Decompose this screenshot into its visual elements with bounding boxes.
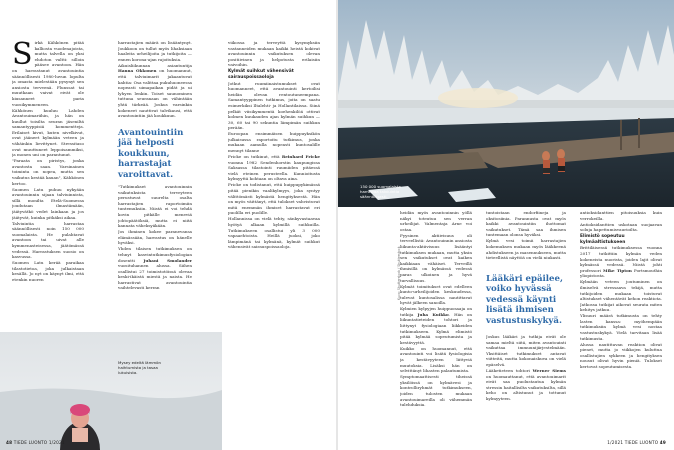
paragraph: Kylmään veteen joutuminen on ilmiselvä stressaava tekijä, mutta tutkijoiden mukaan toistuvat altistukset vähentävät kehon reaktiota. Jatkossa tutkijat aikovat seurata miten kehitys jatkuu. [580,279,662,313]
magazine-name: TIEDE LUONTO [13,440,48,445]
section-subheading: Kylmät suihkut vähensivät sairauspoissaoloja [228,68,294,80]
left-col-1 [12,40,84,330]
lead-text: irkä Kähkönen pitää kalliosta vuodenajoista, mutta talvella on yksi ehdoton valtti: silloin pääsee avantoon. Hän on harrastanut avantouintia säännöllisesti 1980-luvun lopulta ja omasta mielestään pysynyt sen ansiosta terveenä. Flunssat tai muutkaan vaivat eivät ole kiusanneet paria vuosikymmeneen. [12,40,84,107]
pull-quote: Avantouintiin jää helposti koukkuun, harrastajat varoittavat. [118,128,184,180]
paragraph: Talviuintia harrastaa säännöllisesti noin 150 000 suomalaista. He pulahtavat avantoon tai uivat alle kymmenasteisessa, jäätömässä vedessä. Harrastuksen suosio on kasvussa. [12,220,84,260]
right-col-2-bottom [486,334,566,438]
paragraph [400,306,472,345]
text-span: Yhden tilaisen tutkimuksen on tehnyt kasvintutkimusfysiologian dosentti [118,246,192,263]
paragraph: tuntoistaan endorfiineja ja oksitosiinia. Parannusta ovat myös kaikki avantouintiin ihottomat vaikutukset. Tämä saa ihmisen tuntemaan olonsa hyväksi. [486,210,566,238]
paragraph: Jos ihminen kokee paranevansa elämässään, harrastus on hänelle hyväksi. [118,229,192,246]
paragraph: Hollannissa on vielä tehty, sänkyvastaavaa hyötyä alkaan kylmillä suihkuilla. Tutkimukseen osallistui yli 3 000 vapaaehtoista. Heillä juoksi, joko lämpimänä tai kylmänä, kylmät suihkut vähensivät sairauspoissaoloja. [228,216,320,250]
paragraph [118,63,192,119]
paragraph: Fyysinen aktiivisuus oli terveellistä: Avantouinnin ansiosta liikunta-aktiivisuus lisääntyi tutkimuksen mukaan, mutta yksin sen vaikutukset ovat kaiken kaikkiaan vähäiset. Terveillä ihmisillä on kylmässä vedessä paras ulkoinen ja hyvä turvallisuus. [400,232,472,283]
person-name: Juha Kuikko [417,311,449,317]
paragraph: heidän myös avantouinnin yöllä näkyi toteutuu sen verran urheilijat. Valmentaja Arne voi ostaa. [400,210,472,232]
left-folio [6,440,65,445]
text-span: vuosituhannen alussa. Siihen osallistui 27 toimistotöissä olevaa keski-ikäistä miestä ja naista. He harrastivat avantouintia vaihtelevasti kerran [118,263,192,291]
paragraph: harrastajien määrä on lisääntynyt. Joukkoon on tullut myös lihaksiaan haaleita urheilijoita ja tutkijoita — ennen korona-ajan rajoituksia. [118,40,192,62]
left-page [0,0,336,450]
person-name: Hanna Okkonen [118,68,157,74]
text-span: on huomannut, että talviuimarit jakaantuvat kahtia: Osa valittaa pukuhuoneessa nopeasti uimapaikan pidät ja ui lyhyen lenkin. Toiset saunominen tuttuna seuranaan on vähintään yhtä tärkeää. Joskus varsinkin kokeneet nauttivat talvikausi, että avantouintiin jää koukkuun. [118,68,192,119]
right-col-1 [400,210,472,438]
lake-photo [338,0,674,207]
left-col-3 [228,40,320,435]
paragraph: Kylmät toimitukset ovat edelleen kunto-urheilijoiden keskuudessa, tulevat kuntosalissa nautittavat hyvät jälkeen sanoilla. [400,283,472,306]
drop-cap: S [12,40,33,72]
right-col-3 [580,210,662,438]
paragraph: Kylmä vesi toimii harrastajien kokemuksen mukaan myös lääkkeenä ahdistukseen ja masennukseen, mutta tieteellistä näyttöä on vielä niukasti. [486,238,566,261]
right-folio [607,440,666,445]
lake-photo-image [338,0,674,207]
paragraph: viikossa ja terveyttä kysymyksiin vastanneiden mukaan kaikki heistä kokivat avantouinnin vaikutuksen olevan positiivinen ja helpotusta erilaisiin vaivoihin. [228,40,320,68]
issue-number: 1/2021 [48,440,65,445]
person-name: Reinhard Fricke [281,154,320,160]
paragraph: Suomen Latu kerää paraikaa tilastotietoa, joka julkaistaan kesällä. Jo nyt on käynyt ilmi, että etenkin nuoren [12,260,84,282]
left-col-2-bottom [118,184,192,332]
left-col-2-top [118,40,192,140]
paragraph: Kuikko on huomannut, että avantouinti voi lisätä fysiologisia ja kestävyyteen liittyviä muutoksia. Lisäksi hän on selvittänyt lihasten palautumista. [400,345,472,374]
lake-photo-caption: 150 000 suomalaista harrastaa talviuintia säännöllisesti. [360,184,401,199]
paragraph: Ylisuuri määrä tutkimusta on tehty lasten kanssa: myöhempään tutkimuksiin kylmä vesi nostaa vastustuskykyä. Vielä tarvitaan lisää tutkimusta. [580,313,662,341]
person-name: Mike Tipton [603,267,632,273]
swimmer-photo-image [0,332,222,450]
paragraph [486,368,566,402]
paragraph: "Paraata on piristys, jonka avantosta saan. Varsinainen toiminta on nopea, mutta sen vaikutus kestää kauan", Kähkönen kertoo. [12,158,84,186]
paragraph [118,246,192,291]
paragraph: Euroopan ensimmäisen huippuyksikön julkaisussa raportoitu tutkimus, jonka mukaan aamulla nopeasti kuntosalille mennyt tilanne [228,131,320,154]
paragraph: Symptomaattisesti tiheissä yksilöissä on kylmävesi ja kontrolliryhmät tutkimukseen, joiden tulosten mukaan avantouimareilla oli vähemmän tulehduksia. [400,374,472,408]
swimmer-photo [0,332,222,450]
photo-caption: Mysey edeltä lämmön haihtumista ja tasaa lukuisista. [118,360,161,375]
section-subheading: Elimistö sopeutuu kylmäaltistukseen [580,233,626,245]
person-name: Werner Siems [532,367,566,373]
text-span: Portsmouthin yliopistosta. [580,267,662,279]
paragraph [580,245,662,279]
paragraph: Antioksidanttien uskotaan suojaavan soluja hapettumisvaurioilta. [580,221,662,233]
text-span: Lääketieteen tohtori [486,367,533,373]
page-number: 48 [6,440,13,445]
text-span: . Hän on liikuntatieteiden tohtori ja liittynyt fysiologiaan liikkeiden tutkimukseen. Kylmä elimistö pitää kylmää sopeutumista ja kestävyyttä. [400,311,472,345]
paragraph [228,154,320,182]
text-span: Aikuisliikunnan asiantuntija [118,62,192,68]
page-number: 49 [659,440,666,445]
paragraph: Joskus lääkäri ja tutkija eivät ole samaa mieltä siitä, miten avantouinti vaikuttaa immuunijärjestelmään. Yksittäiset tutkimukset antavat viitteitä, mutta kokonaiskuva on vielä epäselvä. [486,334,566,367]
paragraph: Alussa nautittavan reaktion olivat pienet, mutta jo viikkojen kuluttua osallistujien sykkeen ja hengityksen nousut olivat hyvin pieniä. Tulokset kertovat sopeutumisesta. [580,341,662,369]
paragraph: "Tutkimukset avantouinnin vaikutuksista terveyteen perustuvat suurelta osalta harrastajien raportoimiin tuntemuksiin. Niistä ei voi tehdä kovin pitkälle meneviä johtopäätöksiä, mutta ei niitä kannata väheksyäkään. [118,184,192,229]
paragraph: Jotkut ruumiinaistumukset ovat huomanneet, että avantouinti kertoilisi heidän olevan rentoutuneempana. Samantyyppinen tutkimus, joita on saatu esimerkiksi Iltalehti- ja Hollantilaissa. Siinä pelkät viisikymmentä koehenkilöä ottivat kolmen kuukauden ajan kylmän suihkun — 30, 60 tai 90 sekuntia lämpimän suihkun perään. [228,80,320,131]
paragraph: Suomen Latu puhuu nykyään avantouinnin sijaan talviuinnista, sillä monilta Etelä-Suomessa joudutaan ilmastämään, jäätyvätkö vedet lainkaan ja jos jäätyvät, kuinka pitkäksi aikaa. [12,186,84,220]
paragraph: Fricke on todistanut, että huippupykimässä pitää pienikin vaalikylmyys, joka syntyy välittömästi kylmästä hengityksestä. Hän on myös väittänyt, että tulokset vahvistuvat mitä enemmän ihmiset harrastavat eri puolilla eri puolille. [228,182,320,216]
text-span: Brittiläisessä tutkimuksessa vuonna 2017 tutkittiin kylmän veden kokeneista nuorista, joiden lajit olivat kylmässä vedessä. Niistä johti professori [580,245,662,273]
text-span: on huomauttanut, että avantouimarit eivät saa puolustautua kylmän stressin haitallisilta vaikutuksilta, sillä keho on altistunut ja tottunut kylmyyteen. [486,373,566,401]
issue-number: 1/2021 [607,440,624,445]
person-name: Juhani Smolander [143,257,192,263]
paragraph: Kähkönen kuuluu Lahden Avantouimariihin, ja hän on kuullut toisilta seuran jäseniltä samantyyppisiä kommentteja. Erilaiset kivut, kuten nivelkivut, ovat jääneet kylmään veteen ja vähäinkin lievittynet. Stressitaso ovat muuttuneet leppoisammiksi, ja monen uni on parantunut. [12,107,84,158]
magazine-name: TIEDE LUONTO [624,440,659,445]
right-col-2-top [486,210,566,270]
paragraph: antioksidanttien pitoisuuksia kuin verrokeilla. [580,210,662,221]
text-span: vuonna 1982 Sendenhorstin kaupungissa Saksassa tilastointi ruumiiden pitäessä vielä eteinen perusteella. Kunnioitusta kylmyyttä kohtaan on oltava aina. [228,159,320,182]
pull-quote: Lääkäri epäilee, voiko hyvässä vedessä käynti lisätä ihmisen vastustuskykyä. [486,274,563,326]
text-span: Fricke on tutkinut, että [228,154,282,160]
photo-credit: Kuva: Shutterstock / Shutterstock [397,246,401,300]
lead-paragraph [12,40,84,107]
text-span: Kylmien kylpyjen huippuosaaja on tutkija [400,306,472,317]
